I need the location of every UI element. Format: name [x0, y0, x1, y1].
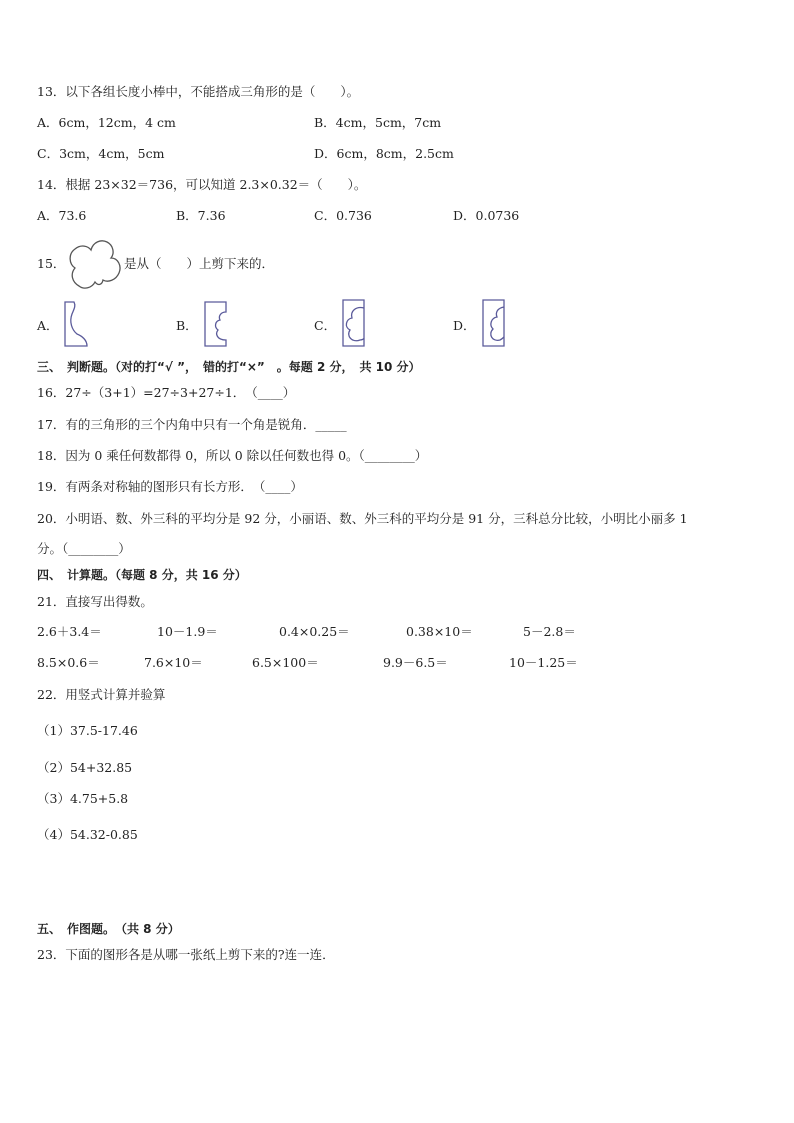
q14-option-b: B．7.36: [176, 208, 226, 223]
q13-option-c: C．3cm，4cm，5cm: [37, 146, 165, 161]
q21-r1-c5: 5－2.8＝: [523, 624, 576, 639]
paper-option-d-figure: [478, 298, 510, 348]
q21-r2-c5: 10－1.25＝: [509, 655, 578, 670]
cloud-shape-figure: [66, 236, 124, 292]
q14-option-a: A．73.6: [37, 208, 87, 223]
q22-item-4: （4）54.32-0.85: [37, 827, 138, 842]
q22-stem: 22．用竖式计算并验算: [37, 687, 166, 702]
q14-option-c: C．0.736: [314, 208, 372, 223]
q20-line-2: 分。（________）: [37, 541, 131, 556]
paper-option-c-figure: [338, 298, 370, 348]
q15-option-c: C．: [314, 318, 337, 333]
q13-option-a: A．6cm，12cm，4 cm: [37, 115, 176, 130]
q13-stem: 13．以下各组长度小棒中，不能搭成三角形的是（ ）。: [37, 84, 360, 99]
q13-option-b: B．4cm，5cm，7cm: [314, 115, 442, 130]
q21-r2-c1: 8.5×0.6＝: [37, 655, 100, 670]
section-4-heading: 四、 计算题。（每题 8 分，共 16 分）: [37, 568, 247, 582]
q15-stem: 是从（ ）上剪下来的．: [124, 256, 275, 271]
q15-option-d: D．: [453, 318, 476, 333]
q21-r1-c2: 10－1.9＝: [157, 624, 218, 639]
q21-r2-c4: 9.9－6.5＝: [383, 655, 448, 670]
q14-stem: 14．根据 23×32＝736，可以知道 2.3×0.32＝（ ）。: [37, 177, 367, 192]
q22-item-1: （1）37.5-17.46: [37, 723, 138, 738]
q21-stem: 21．直接写出得数。: [37, 594, 153, 609]
q15-option-b: B．: [176, 318, 198, 333]
q21-r1-c4: 0.38×10＝: [406, 624, 473, 639]
q15-option-a: A．: [37, 318, 59, 333]
q19: 19．有两条对称轴的图形只有长方形． （____）: [37, 479, 303, 494]
q17: 17．有的三角形的三个内角中只有一个角是锐角．_____: [37, 417, 347, 432]
paper-option-b-figure: [200, 300, 232, 348]
section-3-heading: 三、 判断题。（对的打“√ ”， 错的打“×” 。每题 2 分， 共 10 分）: [37, 360, 421, 374]
q21-r1-c3: 0.4×0.25＝: [279, 624, 350, 639]
q21-r1-c1: 2.6＋3.4＝: [37, 624, 102, 639]
q23-stem: 23．下面的图形各是从哪一张纸上剪下来的?连一连．: [37, 947, 335, 962]
q22-item-2: （2）54+32.85: [37, 760, 133, 775]
q22-item-3: （3）4.75+5.8: [37, 791, 129, 806]
q15-number: 15．: [37, 256, 66, 271]
paper-option-a-figure: [60, 300, 90, 348]
q18: 18．因为 0 乘任何数都得 0，所以 0 除以任何数也得 0。（________）: [37, 448, 428, 463]
q21-r2-c2: 7.6×10＝: [144, 655, 203, 670]
q20-line-1: 20．小明语、数、外三科的平均分是 92 分，小丽语、数、外三科的平均分是 91 分，三科总分比较，小明比小丽多 1: [37, 511, 688, 526]
q21-r2-c3: 6.5×100＝: [252, 655, 319, 670]
section-5-heading: 五、 作图题。 （共 8 分）: [37, 922, 180, 936]
q14-option-d: D．0.0736: [453, 208, 520, 223]
q13-option-d: D．6cm，8cm，2.5cm: [314, 146, 454, 161]
q16: 16．27÷（3+1）=27÷3+27÷1． （____）: [37, 385, 296, 400]
